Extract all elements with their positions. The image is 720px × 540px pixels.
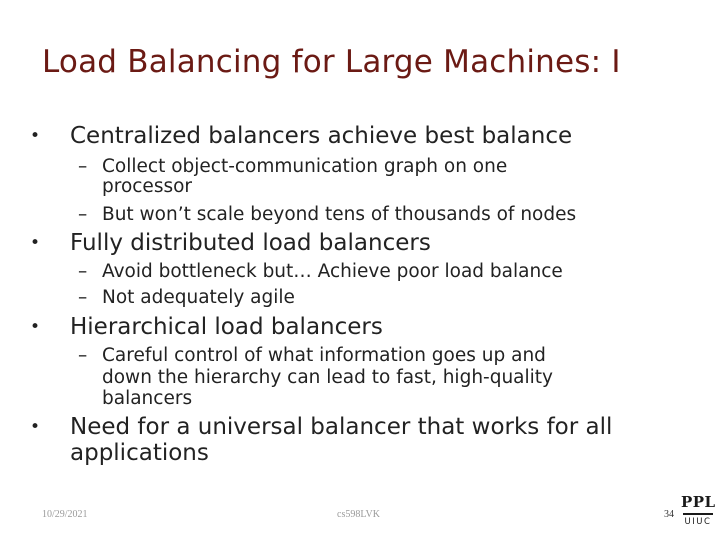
bullet-text: Hierarchical load balancers — [70, 314, 383, 340]
sub-bullet-text: down the hierarchy can lead to fast, high-quality — [102, 367, 554, 388]
sub-bullet-dash: – — [78, 345, 88, 366]
slide-title: Load Balancing for Large Machines: I — [42, 44, 621, 80]
page-number: 34 — [664, 509, 674, 520]
bullet-text: applications — [70, 440, 209, 466]
footer-date: 10/29/2021 — [42, 509, 88, 520]
footer-course: cs598LVK — [337, 509, 380, 520]
sub-bullet-text: Not adequately agile — [102, 287, 295, 308]
ppl-uiuc-logo — [681, 493, 715, 531]
logo-divider — [683, 513, 713, 515]
sub-bullet-text: Careful control of what information goes up and — [102, 345, 546, 366]
bullet-dot: • — [30, 126, 41, 146]
bullet-text: Fully distributed load balancers — [70, 230, 431, 256]
sub-bullet-dash: – — [78, 204, 88, 225]
sub-bullet-dash: – — [78, 261, 88, 282]
bullet-text: Centralized balancers achieve best balance — [70, 123, 573, 149]
bullet-dot: • — [30, 417, 41, 437]
bullet-dot: • — [30, 317, 41, 337]
logo-ppl-text: PPL — [681, 493, 716, 511]
bullet-text: Need for a universal balancer that works for all — [70, 414, 613, 440]
sub-bullet-text: Collect object-communication graph on one — [102, 156, 508, 177]
sub-bullet-text: But won’t scale beyond tens of thousands of nodes — [102, 204, 577, 225]
sub-bullet-text: processor — [102, 176, 193, 197]
bullet-dot: • — [30, 233, 41, 253]
logo-uiuc-text: UIUC — [684, 517, 712, 527]
sub-bullet-dash: – — [78, 287, 88, 308]
sub-bullet-text: Avoid bottleneck but… Achieve poor load balance — [102, 261, 563, 282]
sub-bullet-text: balancers — [102, 388, 193, 409]
sub-bullet-dash: – — [78, 156, 88, 177]
